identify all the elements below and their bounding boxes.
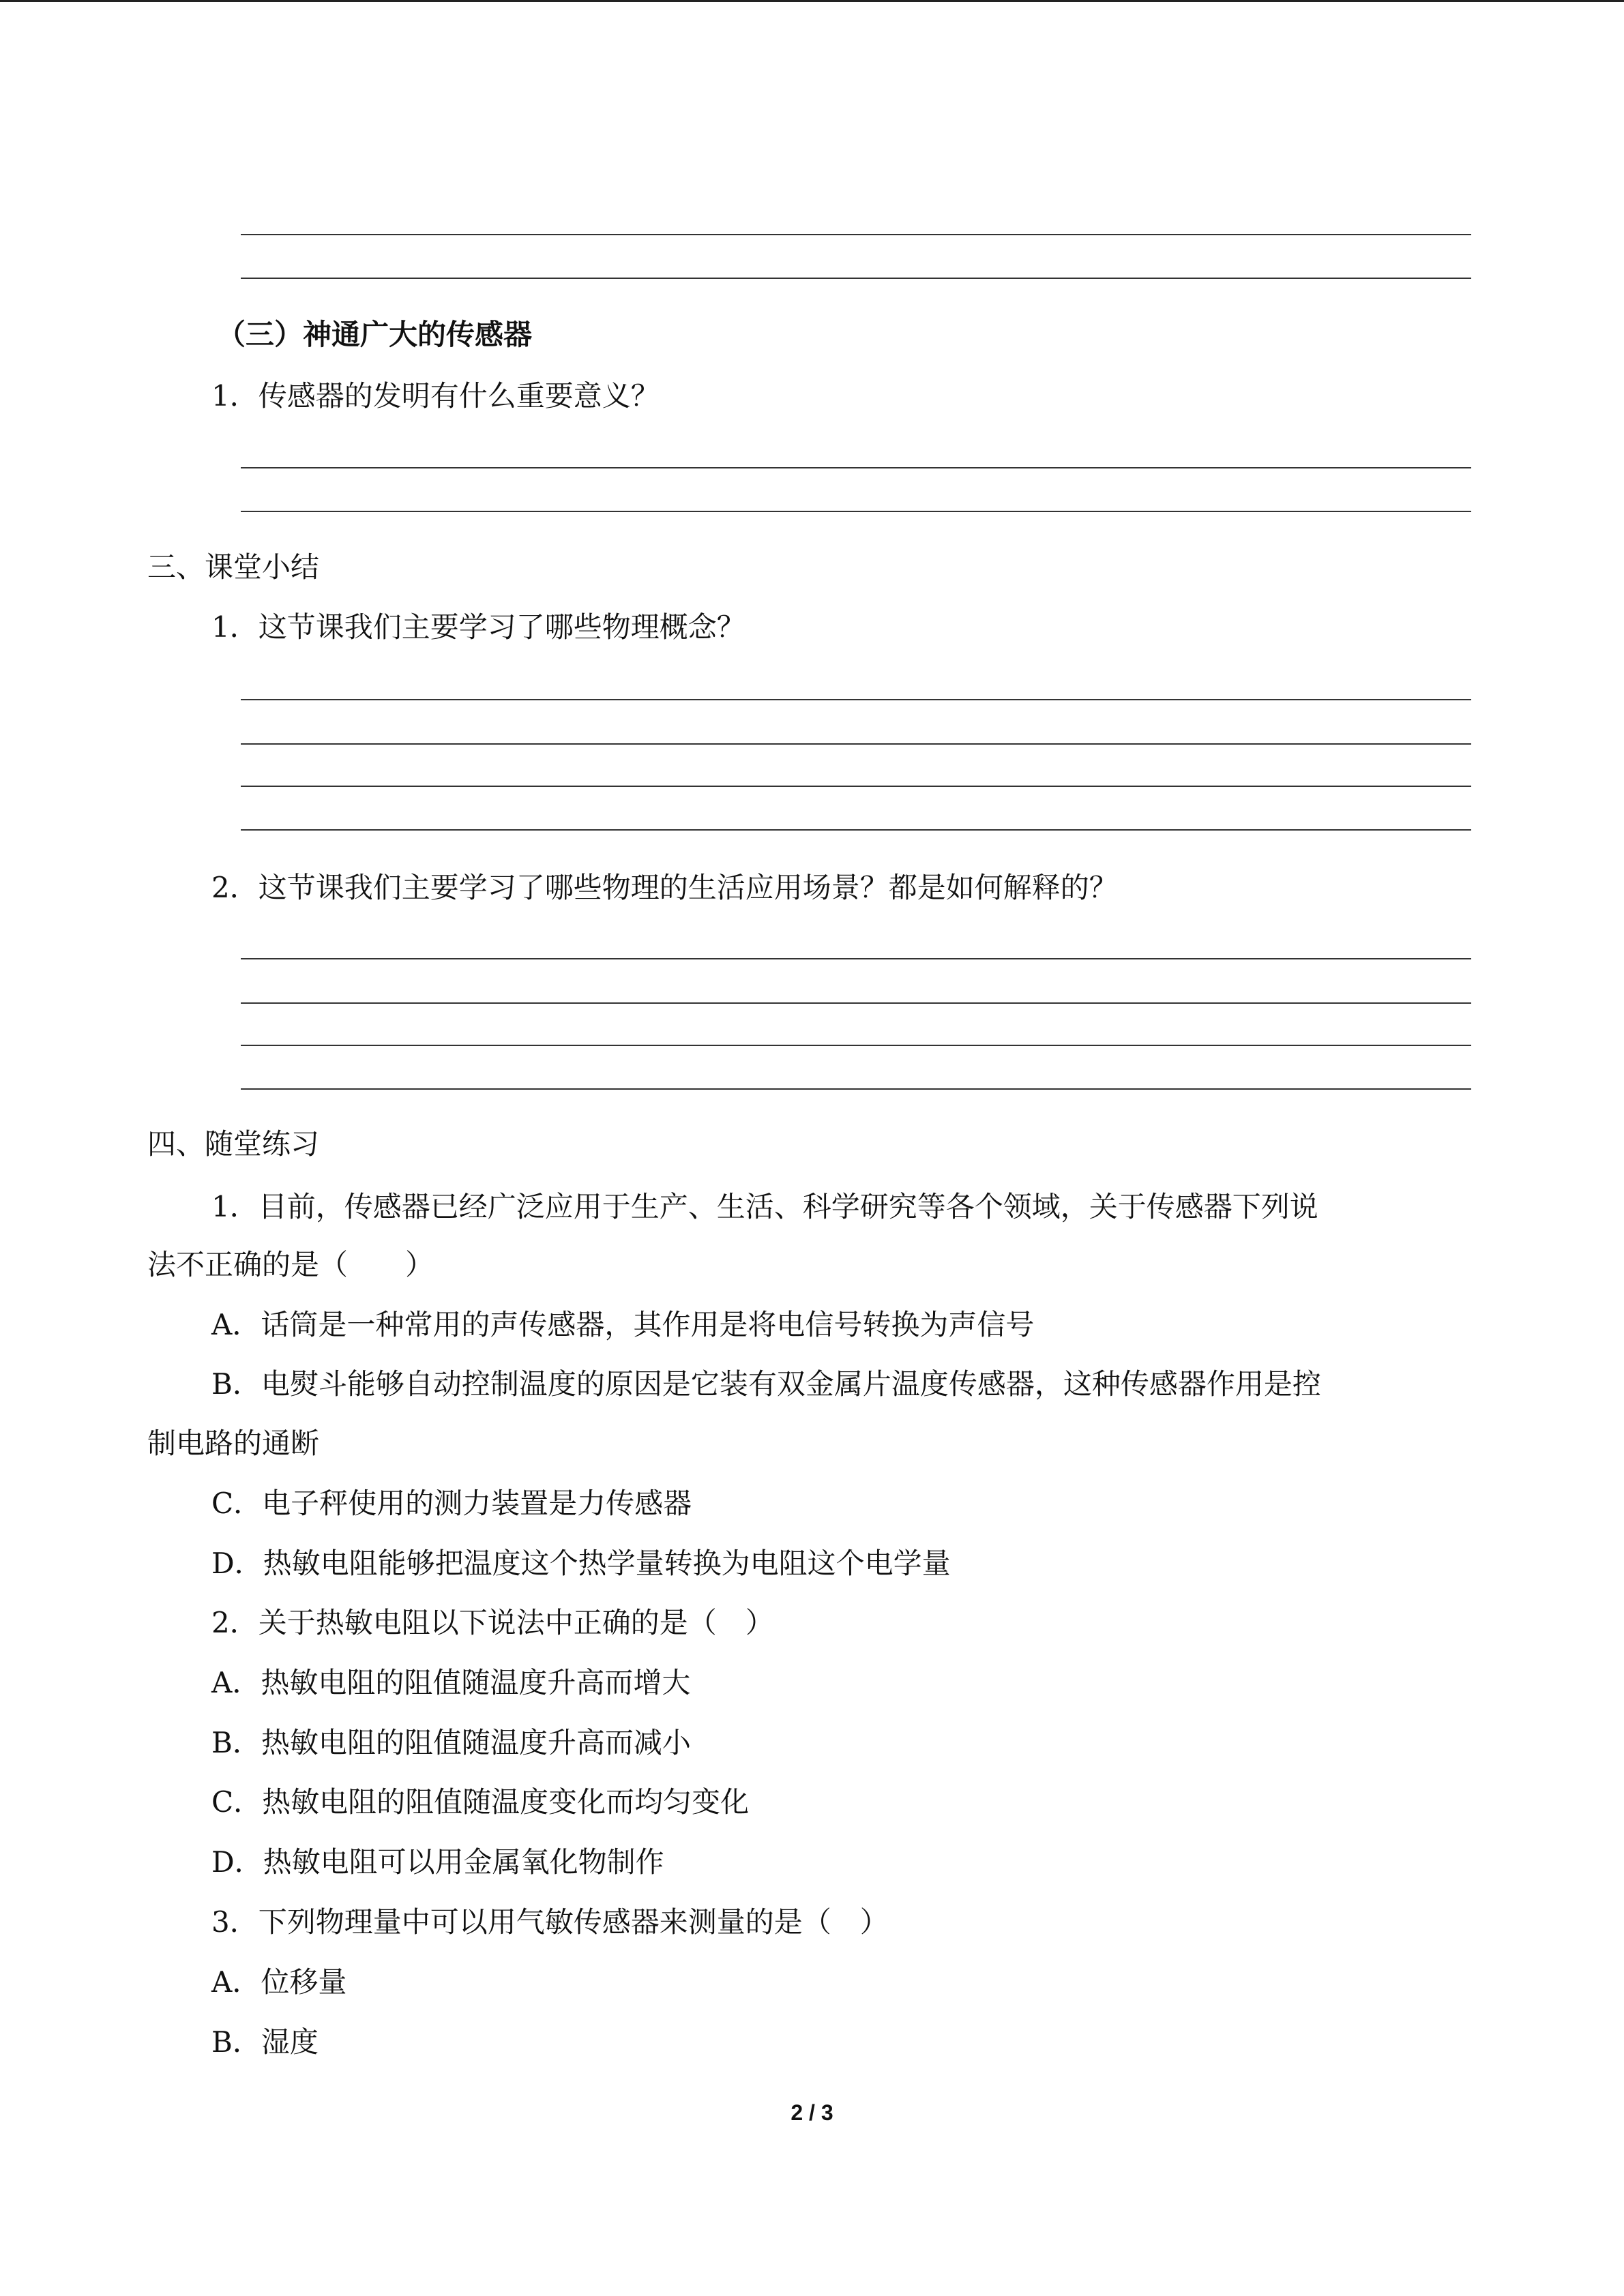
section-3-title: （三）神通广大的传感器	[217, 318, 533, 351]
practice-q1-option-c: C．电子秤使用的测力装置是力传感器	[211, 1487, 692, 1520]
answer-line[interactable]	[241, 511, 1471, 512]
summary-question-2: 2．这节课我们主要学习了哪些物理的生活应用场景？都是如何解释的？	[211, 871, 1118, 904]
answer-line[interactable]	[241, 743, 1471, 745]
answer-line[interactable]	[241, 699, 1471, 700]
answer-line[interactable]	[241, 829, 1471, 831]
practice-q3-stem: 3．下列物理量中可以用气敏传感器来测量的是（ ）	[211, 1905, 889, 1939]
practice-q2-stem: 2．关于热敏电阻以下说法中正确的是（ ）	[211, 1606, 774, 1639]
practice-q1-option-b-line1: B．电熨斗能够自动控制温度的原因是它装有双金属片温度传感器，这种传感器作用是控	[211, 1367, 1321, 1401]
answer-line[interactable]	[241, 1045, 1471, 1046]
summary-title: 三、课堂小结	[147, 550, 320, 584]
practice-q2-option-a: A．热敏电阻的阻值随温度升高而增大	[211, 1666, 691, 1699]
answer-line[interactable]	[241, 786, 1471, 787]
answer-line[interactable]	[241, 1002, 1471, 1004]
practice-q2-option-d: D．热敏电阻可以用金属氧化物制作	[211, 1845, 664, 1879]
practice-q1-stem-line2: 法不正确的是（ ）	[147, 1248, 434, 1281]
answer-line[interactable]	[241, 1088, 1471, 1090]
practice-q1-option-b-line2: 制电路的通断	[147, 1427, 320, 1460]
practice-q1-option-a: A．话筒是一种常用的声传感器，其作用是将电信号转换为声信号	[211, 1308, 1035, 1341]
answer-line[interactable]	[241, 958, 1471, 959]
section-3-question-1: 1．传感器的发明有什么重要意义？	[211, 379, 660, 413]
answer-line[interactable]	[241, 234, 1471, 235]
practice-q1-option-d: D．热敏电阻能够把温度这个热学量转换为电阻这个电学量	[211, 1547, 951, 1580]
answer-line[interactable]	[241, 278, 1471, 279]
summary-question-1: 1．这节课我们主要学习了哪些物理概念？	[211, 610, 745, 644]
practice-q2-option-c: C．热敏电阻的阻值随温度变化而均匀变化	[211, 1785, 750, 1819]
practice-q1-stem-line1: 1．目前，传感器已经广泛应用于生产、生活、科学研究等各个领域，关于传感器下列说	[211, 1190, 1318, 1223]
answer-line[interactable]	[241, 467, 1471, 468]
page-number: 2 / 3	[791, 2100, 833, 2125]
practice-title: 四、随堂练习	[147, 1127, 320, 1161]
practice-q2-option-b: B．热敏电阻的阻值随温度升高而减小	[211, 1726, 691, 1759]
practice-q3-option-a: A．位移量	[211, 1965, 347, 1999]
practice-q3-option-b: B．湿度	[211, 2025, 319, 2059]
top-border	[0, 0, 1624, 2]
